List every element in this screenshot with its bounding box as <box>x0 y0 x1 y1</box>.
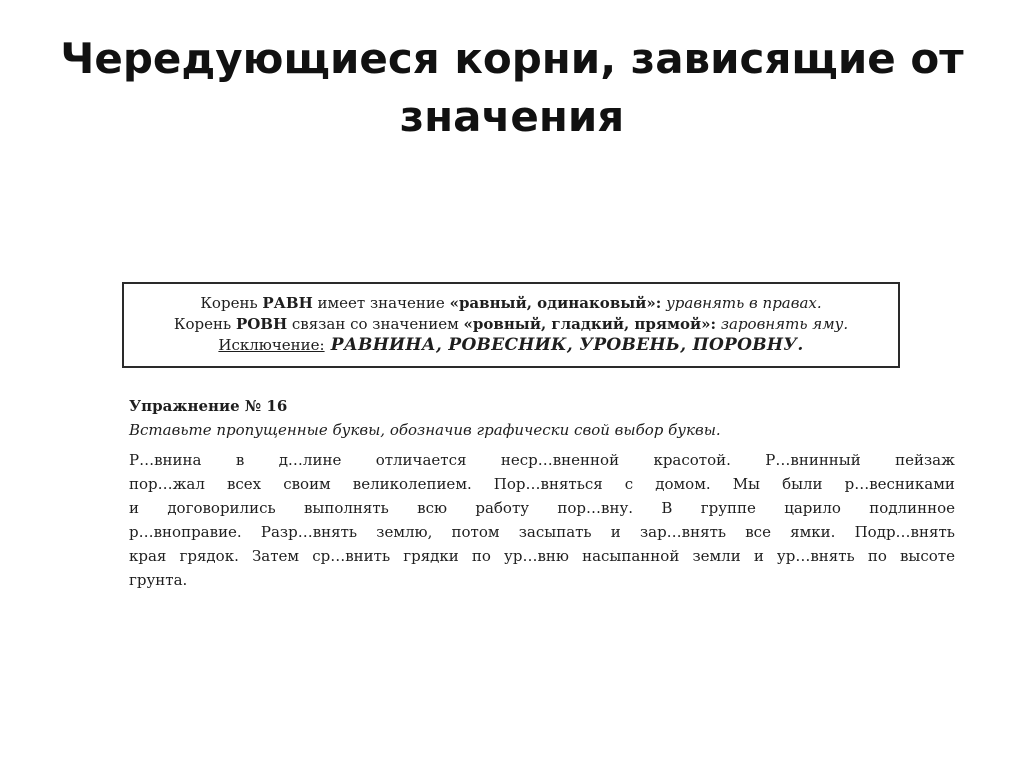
exercise-word: отличается <box>375 451 467 469</box>
exercise-instruction: Вставьте пропущенные буквы, обозначив графически свой выбор буквы. <box>129 421 721 439</box>
slide-title-line-1: Чередующиеся корни, зависящие от <box>60 34 964 83</box>
exercise-word: были <box>782 475 823 493</box>
exercise-word: края <box>129 547 167 565</box>
exercise-word: и <box>610 523 621 541</box>
meaning-rovn: «ровный, гладкий, прямой»: <box>463 315 717 333</box>
exercise-word: засыпать <box>518 523 592 541</box>
exercise-word: и <box>753 547 764 565</box>
exercise-word: ур…вню <box>504 547 569 565</box>
exercise-word: царило <box>784 499 841 517</box>
exercise-word: р…весниками <box>844 475 955 493</box>
exception-words: РАВНИНА, РОВЕСНИК, УРОВЕНЬ, ПОРОВНУ. <box>324 335 804 355</box>
exercise-word: всех <box>226 475 262 493</box>
rule-prefix: Корень <box>173 315 236 333</box>
exercise <box>129 394 955 592</box>
exercise-word: всю <box>417 499 448 517</box>
exercise-word: группе <box>700 499 756 517</box>
rule-prefix: Корень <box>200 294 263 312</box>
exercise-word: д…лине <box>278 451 342 469</box>
rule-mid: имеет значение <box>312 294 450 312</box>
root-ravn: РАВН <box>262 294 313 312</box>
exercise-word: в <box>235 451 245 469</box>
example-ravn: уравнять в правах. <box>661 294 822 312</box>
exercise-word: ур…внять <box>776 547 855 565</box>
rule-line-exception <box>124 335 898 356</box>
exercise-word: Затем <box>251 547 300 565</box>
exercise-word: ср…внить <box>312 547 391 565</box>
exercise-word: с <box>624 475 634 493</box>
exercise-word: зар…внять <box>639 523 727 541</box>
exercise-title: Упражнение № 16 <box>129 397 288 415</box>
exercise-word: домом. <box>655 475 711 493</box>
exercise-word: Р…внинный <box>765 451 861 469</box>
exercise-line <box>129 472 955 496</box>
exercise-word: потом <box>451 523 500 541</box>
exercise-word: красотой. <box>653 451 731 469</box>
exercise-word: неср…вненной <box>500 451 620 469</box>
slide-title-line-2: значения <box>399 91 625 141</box>
exercise-word: Подр…внять <box>854 523 955 541</box>
exercise-word: Р…внина <box>129 451 202 469</box>
meaning-ravn: «равный, одинаковый»: <box>449 294 662 312</box>
exercise-line <box>129 520 955 544</box>
exercise-word: подлинное <box>869 499 955 517</box>
exercise-word: своим <box>283 475 331 493</box>
exercise-line <box>129 544 955 568</box>
rule-box <box>122 282 900 368</box>
rule-mid: связан со значением <box>287 315 464 333</box>
rule-line-rovn <box>124 314 898 335</box>
exercise-line <box>129 496 955 520</box>
exercise-word: земли <box>692 547 741 565</box>
exercise-word: грунта. <box>129 571 188 589</box>
exercise-word: пор…вну. <box>557 499 634 517</box>
exercise-word: по <box>471 547 491 565</box>
exercise-line <box>129 568 955 592</box>
exercise-word: выполнять <box>303 499 389 517</box>
exercise-word: насыпанной <box>582 547 680 565</box>
rule-line-ravn <box>124 293 898 314</box>
exception-label: Исключение: <box>218 336 325 354</box>
exercise-word: все <box>745 523 771 541</box>
exercise-word: высоте <box>899 547 955 565</box>
exercise-word: В <box>661 499 673 517</box>
exercise-word: по <box>867 547 887 565</box>
exercise-word: великолепием. <box>352 475 472 493</box>
root-rovn: РОВН <box>235 315 288 333</box>
exercise-word: грядок. <box>179 547 239 565</box>
exercise-word: Пор…вняться <box>493 475 603 493</box>
exercise-text <box>129 448 955 592</box>
exercise-word: р…вноправие. <box>129 523 242 541</box>
exercise-word: грядки <box>403 547 459 565</box>
example-rovn: заровнять яму. <box>716 315 849 333</box>
exercise-word: пор…жал <box>129 475 205 493</box>
exercise-word: Разр…внять <box>260 523 358 541</box>
exercise-word: и <box>129 499 139 517</box>
exercise-word: Мы <box>732 475 761 493</box>
slide-title <box>0 30 1024 146</box>
exercise-word: договорились <box>167 499 276 517</box>
exercise-word: землю, <box>376 523 433 541</box>
exercise-word: ямки. <box>790 523 836 541</box>
exercise-line <box>129 448 955 472</box>
exercise-word: работу <box>475 499 530 517</box>
exercise-word: пейзаж <box>895 451 955 469</box>
